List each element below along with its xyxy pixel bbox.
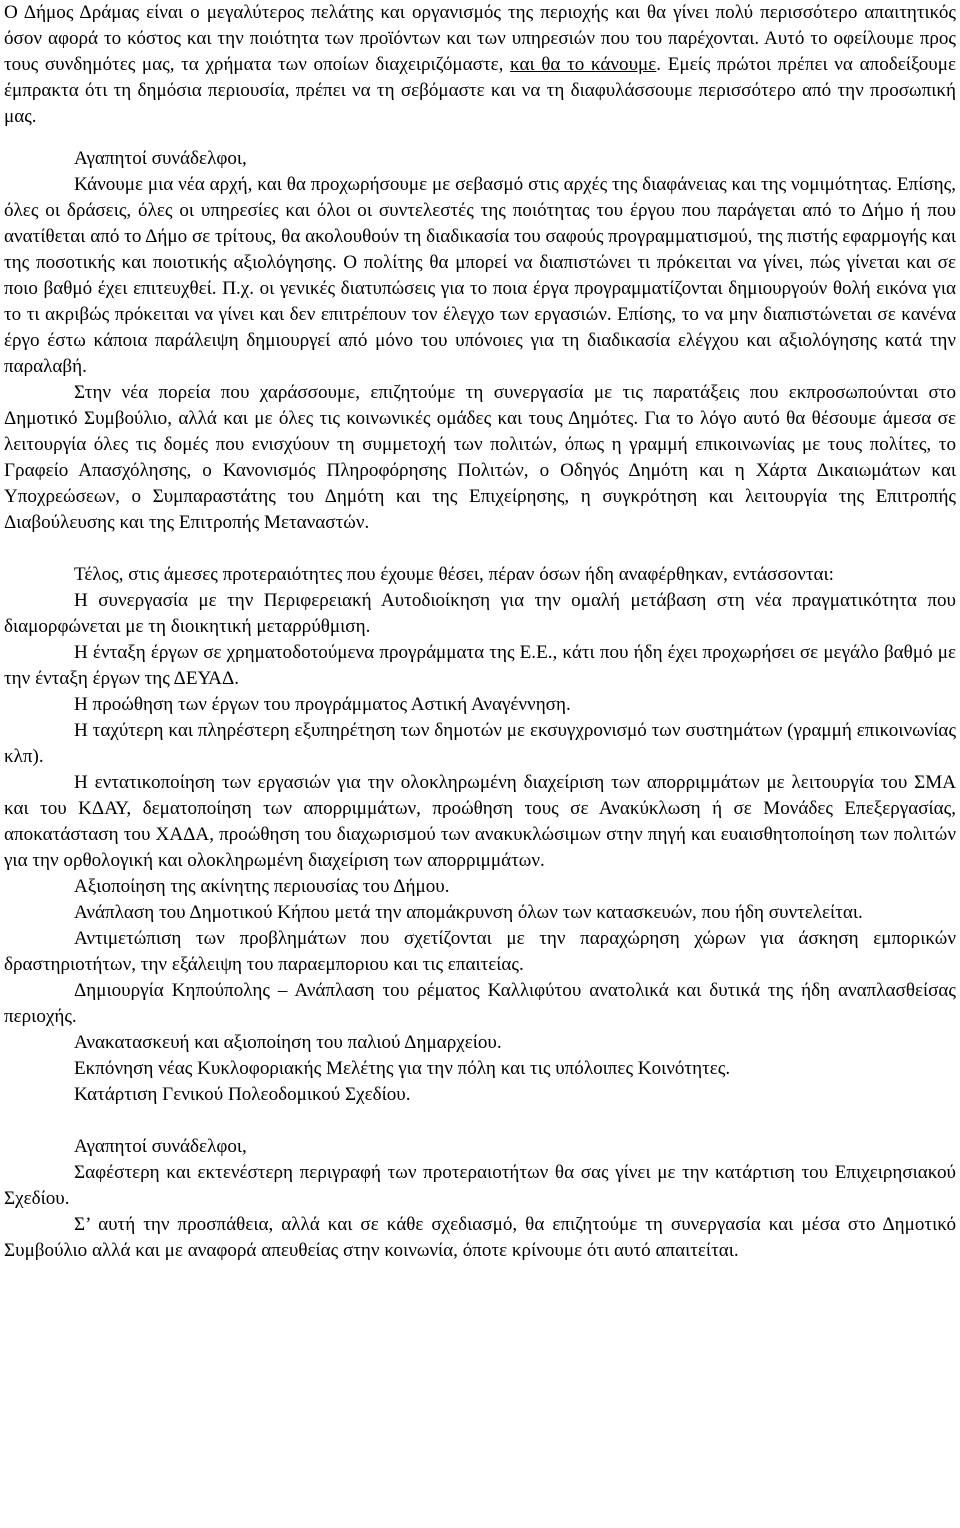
paragraph-priorities-intro: Τέλος, στις άμεσες προτεραιότητες που έχουμε θέσει, πέραν όσων ήδη αναφέρθηκαν, εντάσσονται: bbox=[74, 564, 834, 585]
priority-item: Η εντατικοποίηση των εργασιών για την ολοκληρωμένη διαχείριση των απορριμμάτων με λειτουργία του ΣΜΑ και του ΚΔΑΥ, δεματοποίηση των απορριμμάτων, προώθηση τους σε Ανακύκλωση ή σε Μονάδες Επεξεργασίας, αποκατάσταση του ΧΑΔΑ, προώθηση του διαχωρισμού των ανακυκλώσιμων στην πηγή και ευαισθητοποίηση των πολιτών για την ορθολογική και ολοκληρωμένη διαχείριση των απορριμμάτων. bbox=[4, 772, 956, 871]
spacer bbox=[4, 536, 956, 562]
paragraph-text: . Εμείς πρώτοι πρέπει να αποδείξουμε έμπρακτα ότι τη δημόσια περιουσία, πρέπει να τη σεβόμαστε και να τη διαφυλάσσουμε περισσότερο από την προσωπική μας. bbox=[4, 54, 956, 127]
spacer bbox=[4, 1108, 956, 1134]
priority-item: Δημιουργία Κηπούπολης – Ανάπλαση του ρέματος Καλλιφύτου ανατολικά και δυτικά της ήδη αναπλασθείσας περιοχής. bbox=[4, 980, 956, 1027]
document-page bbox=[4, 0, 956, 1264]
priority-item: Αξιοποίηση της ακίνητης περιουσίας του Δήμου. bbox=[74, 876, 450, 897]
paragraph-cooperation: Στην νέα πορεία που χαράσσουμε, επιζητούμε τη συνεργασία με τις παρατάξεις που εκπροσωπούνται στο Δημοτικό Συμβούλιο, αλλά και με όλες τις κοινωνικές ομάδες και τους Δημότες. Για το λόγο αυτό θα θέσουμε άμεσα σε λειτουργία όλες τις δομές που ενισχύουν τη συμμετοχή των πολιτών, όπως η γραμμή επικοινωνίας με τους πολίτες, το Γραφείο Απασχόλησης, ο Κανονισμός Πληροφόρησης Πολιτών, ο Οδηγός Δημότη και η Χάρτα Δικαιωμάτων και Υποχρεώσεων, ο Συμπαραστάτης του Δημότη και της Επιχείρησης, η συγκρότηση και λειτουργία της Επιτροπής Διαβούλευσης και της Επιτροπής Μεταναστών. bbox=[4, 382, 956, 533]
priority-item: Αντιμετώπιση των προβλημάτων που σχετίζονται με την παραχώρηση χώρων για άσκηση εμπορικών δραστηριοτήτων, την εξάλειψη του παραεμποριου και τις επαιτείας. bbox=[4, 928, 956, 975]
priority-item: Κατάρτιση Γενικού Πολεοδομικού Σχεδίου. bbox=[74, 1084, 411, 1105]
paragraph-text: Ο Δήμος Δράμας είναι ο μεγαλύτερος πελάτης και οργανισμός της περιοχής και θα γίνει πολύ περισσότερο απαιτητικός όσον αφορά το κόστος και την ποιότητα των προϊόντων και των υπηρεσιών που του παρέχονται. Αυτό το οφείλουμε προς τους συνδημότες μας, τα χρήματα των οποίων διαχειριζόμαστε, bbox=[4, 2, 956, 75]
priority-item: Ανάπλαση του Δημοτικού Κήπου μετά την απομάκρυνση όλων των κατασκευών, που ήδη συντελείται. bbox=[74, 902, 863, 923]
salutation: Αγαπητοί συνάδελφοι, bbox=[74, 148, 247, 169]
spacer bbox=[4, 130, 956, 146]
salutation: Αγαπητοί συνάδελφοι, bbox=[74, 1136, 247, 1157]
priority-item: Η συνεργασία με την Περιφερειακή Αυτοδιοίκηση για την ομαλή μετάβαση στη νέα πραγματικότητα που διαμορφώνεται με τη διοικητική μεταρρύθμιση. bbox=[4, 590, 956, 637]
priority-item: Εκπόνηση νέας Κυκλοφοριακής Μελέτης για την πόλη και τις υπόλοιπες Κοινότητες. bbox=[74, 1058, 731, 1079]
paragraph-operational-plan: Σαφέστερη και εκτενέστερη περιγραφή των προτεραιοτήτων θα σας γίνει με την κατάρτιση του Επιχειρησιακού Σχεδίου. bbox=[4, 1162, 956, 1209]
paragraph-closing: Σ’ αυτή την προσπάθεια, αλλά και σε κάθε σχεδιασμό, θα επιζητούμε τη συνεργασία και μέσα στο Δημοτικό Συμβούλιο αλλά και με αναφορά απευθείας στην κοινωνία, όποτε κρίνουμε ότι αυτό απαιτείται. bbox=[4, 1214, 956, 1261]
paragraph-new-beginning: Κάνουμε μια νέα αρχή, και θα προχωρήσουμε με σεβασμό στις αρχές της διαφάνειας και της νομιμότητας. Επίσης, όλες οι δράσεις, όλες οι υπηρεσίες και όλοι οι συντελεστές της ποιότητας του έργου που παράγεται από το Δήμο ή που ανατίθεται από το Δήμο σε τρίτους, θα ακολουθούν τη διαδικασία του σαφούς προγραμματισμού, της πιστής εφαρμογής και της ποσοτικής και ποιοτικής αξιολόγησης. Ο πολίτης θα μπορεί να διαπιστώνει τι πρόκειται να γίνει, πώς γίνεται και σε ποιο βαθμό έχει επιτευχθεί. Π.χ. οι γενικές διατυπώσεις για το ποια έργα προγραμματίζονται δημιουργούν θολή εικόνα για το τι ακριβώς πρόκειται να γίνει και δεν επιτρέπουν τον έλεγχο των εργασιών. Επίσης, το να μην διαπιστώνεται σε κανένα έργο έστω κάποια παράλειψη δημιουργεί από μόνο του υπόνοιες για τη διαδικασία ελέγχου και αξιολόγησης κατά την παραλαβή. bbox=[4, 174, 956, 377]
underlined-phrase: και θα το κάνουμε bbox=[510, 54, 657, 75]
priority-item: Ανακατασκευή και αξιοποίηση του παλιού Δημαρχείου. bbox=[74, 1032, 502, 1053]
priority-item: Η ταχύτερη και πληρέστερη εξυπηρέτηση των δημοτών με εκσυγχρονισμό των συστημάτων (γραμμή επικοινωνίας κλπ). bbox=[4, 720, 956, 767]
priority-item: Η ένταξη έργων σε χρηματοδοτούμενα προγράμματα της Ε.Ε., κάτι που ήδη έχει προχωρήσει σε μεγάλο βαθμό με την ένταξη έργων της ΔΕΥΑΔ. bbox=[4, 642, 956, 689]
paragraph-municipality-client bbox=[4, 0, 956, 130]
priority-item: Η προώθηση των έργων του προγράμματος Αστική Αναγέννηση. bbox=[74, 694, 571, 715]
